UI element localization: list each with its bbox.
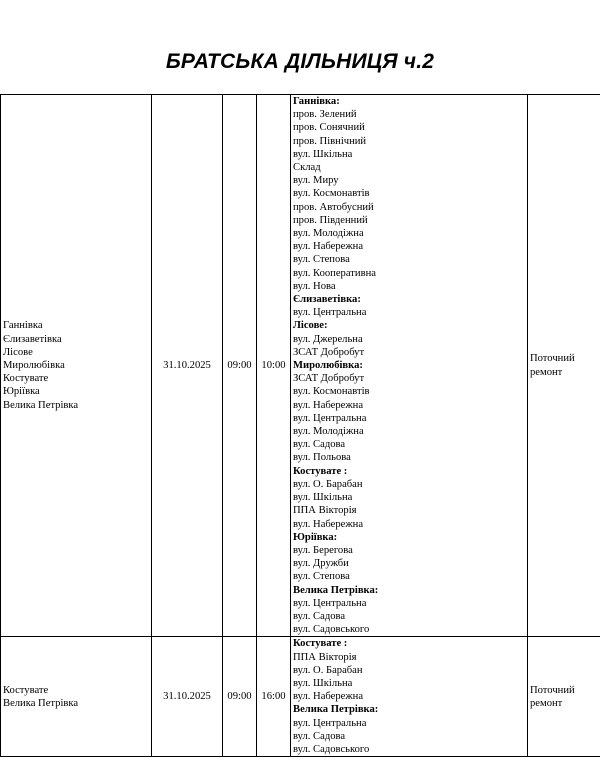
reason-cell bbox=[528, 637, 600, 757]
street-name: вул. О. Барабан bbox=[293, 478, 363, 490]
street-name: вул. О. Барабан bbox=[293, 664, 363, 676]
settlement-name: Юріївка bbox=[3, 386, 40, 398]
settlement-heading: Юріївка: bbox=[293, 531, 338, 543]
street-name: вул. Садовського bbox=[293, 624, 370, 636]
street-name: ППА Вікторія bbox=[293, 651, 357, 663]
street-name: ЗСАТ Добробут bbox=[293, 373, 365, 385]
settlements-cell bbox=[1, 637, 152, 757]
settlement-heading: Велика Петрівка: bbox=[293, 584, 379, 596]
settlement-name: Костувате bbox=[3, 684, 49, 696]
street-name: ЗСАТ Добробут bbox=[293, 346, 365, 358]
settlement-name: Лісове bbox=[3, 346, 33, 358]
street-name: вул. Молодіжна bbox=[293, 228, 364, 240]
street-name: вул. Садова bbox=[293, 730, 346, 742]
date-cell: 31.10.2025 bbox=[152, 95, 223, 637]
settlement-heading: Миролюбівка: bbox=[293, 360, 363, 372]
street-name: вул. Шкільна bbox=[293, 148, 353, 160]
street-name: вул. Садовського bbox=[293, 743, 370, 755]
street-name: вул. Шкільна bbox=[293, 677, 353, 689]
street-name: пров. Автобусний bbox=[293, 201, 374, 213]
end-time-cell: 16:00 bbox=[257, 637, 291, 757]
street-name: вул. Берегова bbox=[293, 544, 353, 556]
street-name: вул. Центральна bbox=[293, 412, 367, 424]
street-name: вул. Космонавтів bbox=[293, 188, 370, 200]
settlement-name: Костувате bbox=[3, 373, 49, 385]
street-name: Склад bbox=[293, 162, 321, 174]
settlement-name: Миролюбівка bbox=[3, 360, 65, 372]
street-name: пров. Північний bbox=[293, 135, 367, 147]
street-name: пров. Зелений bbox=[293, 109, 357, 121]
table-row bbox=[1, 95, 600, 637]
reason-text: ремонт bbox=[530, 697, 563, 709]
outage-schedule-table bbox=[0, 94, 600, 757]
streets-cell bbox=[291, 95, 528, 637]
street-name: пров. Південний bbox=[293, 214, 368, 226]
end-time-cell: 10:00 bbox=[257, 95, 291, 637]
street-name: пров. Сонячний bbox=[293, 122, 365, 134]
street-name: вул. Миру bbox=[293, 175, 339, 187]
street-name: вул. Центральна bbox=[293, 717, 367, 729]
street-name: вул. Степова bbox=[293, 254, 350, 266]
settlement-heading: Костувате : bbox=[293, 638, 348, 650]
street-name: вул. Центральна bbox=[293, 307, 367, 319]
street-name: вул. Набережна bbox=[293, 691, 364, 703]
reason-text: Поточний bbox=[530, 684, 575, 696]
settlement-heading: Єлизаветівка: bbox=[293, 294, 361, 306]
settlement-name: Ганнівка bbox=[3, 320, 43, 332]
start-time-cell: 09:00 bbox=[223, 637, 257, 757]
street-name: вул. Набережна bbox=[293, 241, 364, 253]
street-name: вул. Степова bbox=[293, 571, 350, 583]
table-row bbox=[1, 637, 600, 757]
street-name: вул. Садова bbox=[293, 610, 346, 622]
street-name: вул. Набережна bbox=[293, 399, 364, 411]
document-title: БРАТСЬКА ДІЛЬНИЦЯ ч.2 bbox=[165, 50, 435, 73]
street-name: вул. Космонавтів bbox=[293, 386, 370, 398]
reason-cell bbox=[528, 95, 600, 637]
settlement-heading: Ганнівка: bbox=[293, 96, 340, 107]
settlement-name: Велика Петрівка bbox=[3, 697, 79, 709]
settlement-heading: Велика Петрівка: bbox=[293, 704, 379, 716]
street-name: вул. Нова bbox=[293, 280, 336, 292]
settlement-heading: Костувате : bbox=[293, 465, 348, 477]
reason-text: ремонт bbox=[530, 366, 563, 378]
street-name: вул. Польова bbox=[293, 452, 351, 464]
street-name: вул. Дружби bbox=[293, 558, 349, 570]
settlement-name: Єлизаветівка bbox=[3, 333, 62, 345]
street-name: вул. Джерельна bbox=[293, 333, 363, 345]
street-name: вул. Центральна bbox=[293, 597, 367, 609]
streets-cell bbox=[291, 637, 528, 757]
street-name: ППА Вікторія bbox=[293, 505, 357, 517]
street-name: вул. Набережна bbox=[293, 518, 364, 530]
date-cell: 31.10.2025 bbox=[152, 637, 223, 757]
street-name: вул. Садова bbox=[293, 439, 346, 451]
settlements-cell bbox=[1, 95, 152, 637]
street-name: вул. Шкільна bbox=[293, 492, 353, 504]
reason-text: Поточний bbox=[530, 353, 575, 365]
start-time-cell: 09:00 bbox=[223, 95, 257, 637]
settlement-heading: Лісове: bbox=[293, 320, 328, 332]
street-name: вул. Молодіжна bbox=[293, 426, 364, 438]
settlement-name: Велика Петрівка bbox=[3, 399, 79, 411]
street-name: вул. Кооперативна bbox=[293, 267, 376, 279]
